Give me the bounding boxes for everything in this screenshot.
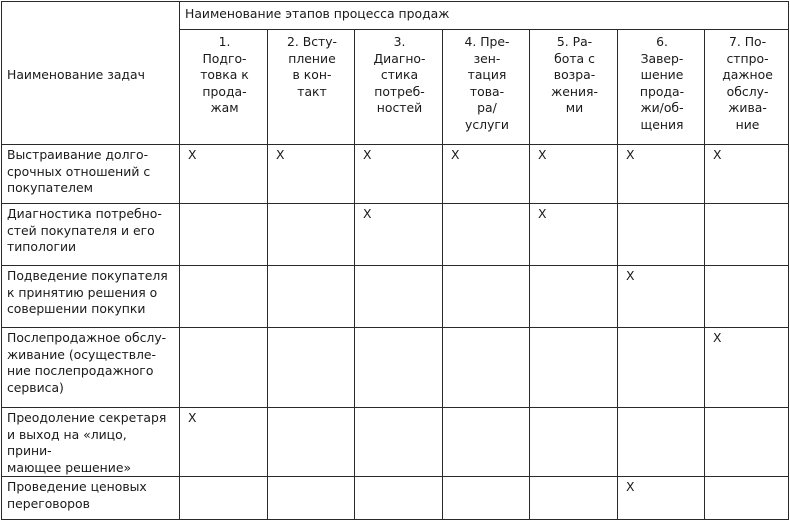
stage-cell-3: [355, 266, 443, 328]
task-line: и выход на «лицо, прини-: [7, 426, 127, 459]
stage-header-line: жам: [210, 100, 239, 116]
task-cell: [2, 477, 180, 520]
task-line: стей покупателя и его: [7, 222, 155, 238]
stage-cell-5: [530, 328, 618, 408]
stage-header-line: тация: [467, 67, 507, 83]
task-column-header-label: Наименование задач: [7, 66, 145, 82]
stage-cell-6: [618, 408, 705, 477]
stage-header-line: 1.: [218, 34, 231, 49]
stage-header-line: жива-: [728, 100, 767, 116]
task-line: типологии: [7, 239, 77, 255]
stage-header-5: [530, 30, 618, 145]
task-line: Преодоление секретаря: [7, 410, 167, 425]
stage-cell-2: [268, 145, 355, 204]
check-mark: X: [276, 147, 285, 162]
stage-cell-4: [443, 328, 530, 408]
task-line: Подведение покупателя: [7, 268, 168, 283]
stage-cell-1: [180, 204, 268, 266]
stage-cell-3: [355, 477, 443, 520]
stage-cell-3: [355, 328, 443, 408]
table-row: [2, 328, 789, 408]
task-line: к принятию решения о: [7, 284, 158, 300]
stage-header-line: 2. Всту-: [286, 34, 338, 49]
stage-cell-4: [443, 477, 530, 520]
task-cell: [2, 328, 180, 408]
stage-header-line: 3.: [393, 34, 406, 49]
stage-cell-2: [268, 477, 355, 520]
stage-header-line: потреб-: [374, 83, 425, 99]
stage-cell-4: [443, 204, 530, 266]
stage-cell-2: [268, 328, 355, 408]
task-line: покупателем: [7, 180, 93, 196]
stage-header-line: прода-: [202, 83, 247, 99]
check-mark: X: [188, 410, 197, 425]
stage-header-line: Диагно-: [373, 50, 426, 66]
stage-header-line: обслу-: [726, 83, 769, 99]
stage-cell-2: [268, 204, 355, 266]
task-line: мающее решение»: [7, 459, 132, 475]
stage-header-line: ностей: [376, 100, 423, 116]
check-mark: X: [626, 479, 635, 495]
stage-header-line: бота с: [554, 50, 595, 66]
check-mark: X: [626, 268, 635, 283]
stage-header-line: дажное: [722, 67, 773, 83]
stage-cell-7: [705, 408, 789, 477]
task-cell: [2, 266, 180, 328]
stage-header-7: [705, 30, 789, 145]
stage-cell-6: [618, 266, 705, 328]
stage-cell-2: [268, 408, 355, 477]
stage-header-line: услуги: [465, 116, 509, 132]
stage-header-line: возра-: [553, 67, 596, 83]
stage-cell-6: [618, 477, 705, 520]
stage-header-line: жения-: [551, 83, 598, 99]
stage-cell-4: [443, 145, 530, 204]
stage-header-line: такт: [297, 83, 327, 99]
stage-header-line: пление: [288, 50, 336, 66]
table-row: [2, 145, 789, 204]
stage-cell-3: [355, 204, 443, 266]
task-line: Выстраивание долго-: [7, 147, 149, 162]
stage-cell-3: [355, 408, 443, 477]
stage-cell-5: [530, 145, 618, 204]
stage-cell-1: [180, 328, 268, 408]
stage-header-line: товка к: [200, 67, 249, 83]
stage-header-line: стпро-: [726, 50, 769, 66]
stage-header-line: 4. Пре-: [464, 34, 510, 49]
task-line: переговоров: [7, 495, 90, 511]
task-line: срочных отношений с: [7, 163, 151, 179]
stage-cell-1: [180, 145, 268, 204]
stage-cell-7: [705, 266, 789, 328]
sales-stages-table: [1, 1, 789, 520]
task-cell: [2, 145, 180, 204]
table-row: [2, 204, 789, 266]
check-mark: X: [713, 147, 722, 162]
task-line: сервиса): [7, 379, 64, 395]
task-cell: [2, 204, 180, 266]
stage-header-line: ние: [735, 116, 760, 132]
task-line: Проведение ценовых: [7, 479, 147, 495]
stage-cell-4: [443, 408, 530, 477]
stage-header-line: стика: [380, 67, 419, 83]
stage-header-line: Подго-: [202, 50, 247, 66]
stage-cell-2: [268, 266, 355, 328]
table-row: [2, 408, 789, 477]
table-row: [2, 266, 789, 328]
stage-header-line: 7. По-: [728, 34, 767, 49]
stage-header-line: 5. Ра-: [556, 34, 593, 49]
stage-cell-5: [530, 266, 618, 328]
stage-cell-6: [618, 145, 705, 204]
task-line: Диагностика потребно-: [7, 206, 162, 221]
stage-header-line: това-: [469, 83, 505, 99]
stage-header-line: зен-: [473, 50, 501, 66]
task-line: ние послепродажного: [7, 363, 154, 379]
check-mark: X: [713, 330, 722, 345]
stage-header-6: [618, 30, 705, 145]
stage-header-1: [180, 30, 268, 145]
check-mark: X: [538, 206, 547, 221]
task-line: совершении покупки: [7, 301, 146, 317]
stage-header-line: Завер-: [640, 50, 684, 66]
stage-cell-7: [705, 477, 789, 520]
stage-header-line: в кон-: [292, 67, 332, 83]
task-column-header: [2, 2, 180, 145]
stage-cell-7: [705, 204, 789, 266]
check-mark: X: [363, 147, 372, 162]
stage-cell-6: [618, 328, 705, 408]
stage-cell-1: [180, 408, 268, 477]
stage-cell-4: [443, 266, 530, 328]
stage-header-line: шение: [640, 67, 684, 83]
task-cell: [2, 408, 180, 477]
stage-header-line: жи/об-: [640, 100, 684, 116]
stage-cell-5: [530, 204, 618, 266]
table-row: [2, 477, 789, 520]
stage-header-3: [355, 30, 443, 145]
stage-cell-1: [180, 477, 268, 520]
stage-header-4: [443, 30, 530, 145]
check-mark: X: [188, 147, 197, 162]
check-mark: X: [363, 206, 372, 221]
stage-header-line: ми: [565, 100, 584, 116]
stage-cell-6: [618, 204, 705, 266]
check-mark: X: [538, 147, 547, 162]
stage-cell-5: [530, 408, 618, 477]
stage-cell-1: [180, 266, 268, 328]
stage-header-line: прода-: [639, 83, 685, 99]
stages-group-header-label: Наименование этапов процесса продаж: [185, 6, 450, 21]
stage-cell-7: [705, 145, 789, 204]
stage-header-line: щения: [640, 116, 684, 132]
stage-cell-3: [355, 145, 443, 204]
stage-cell-7: [705, 328, 789, 408]
stage-header-2: [268, 30, 355, 145]
task-line: живание (осуществле-: [7, 346, 157, 362]
check-mark: X: [626, 147, 635, 162]
stage-header-line: 6.: [656, 34, 668, 49]
stage-cell-5: [530, 477, 618, 520]
stage-header-line: ра/: [477, 100, 497, 116]
stages-group-header: [180, 2, 789, 30]
check-mark: X: [451, 147, 460, 162]
task-line: Послепродажное обслу-: [7, 330, 167, 345]
